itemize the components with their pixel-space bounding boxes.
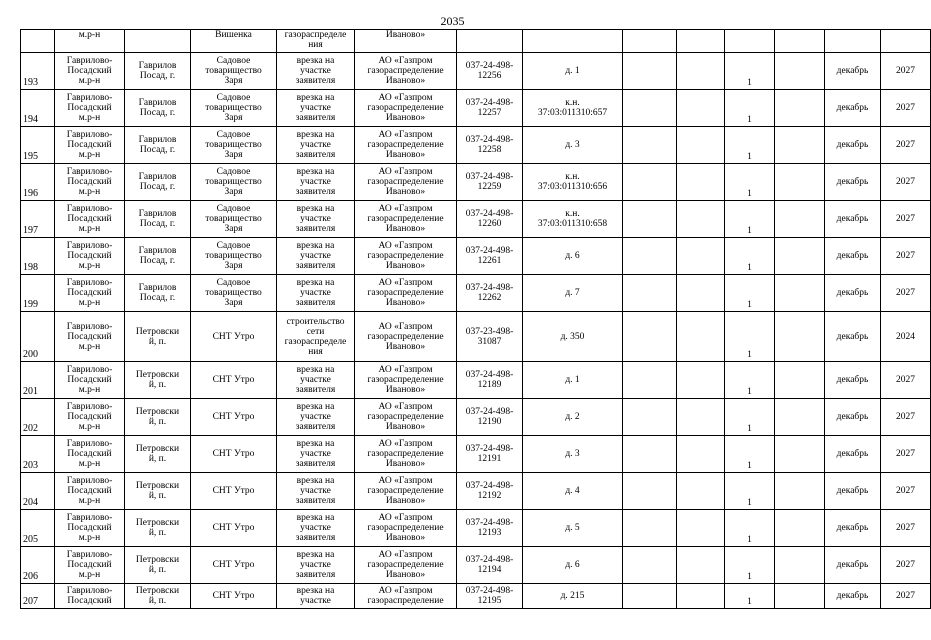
settlement-cell: Петровски й, п.	[125, 362, 191, 399]
object-cell: СНТ Утро	[191, 547, 277, 584]
table-row	[21, 127, 931, 164]
empty-cell	[677, 436, 725, 473]
address-cell: д. 3	[523, 127, 623, 164]
work-type-cell: врезка на участке заявителя	[277, 53, 355, 90]
organization-cell: АО «Газпром газораспределение Иваново»	[355, 201, 457, 238]
district-cell: Гаврилово- Посадский м.р-н	[55, 127, 125, 164]
code-cell: 037-24-498- 12189	[457, 362, 523, 399]
row-number-cell: 196	[21, 164, 55, 201]
empty-cell	[677, 510, 725, 547]
year-cell: 2027	[881, 399, 931, 436]
object-cell: СНТ Утро	[191, 584, 277, 609]
empty-cell	[677, 127, 725, 164]
code-cell: 037-24-498- 12191	[457, 436, 523, 473]
district-cell: Гаврилово- Посадский м.р-н	[55, 510, 125, 547]
empty-cell	[775, 275, 825, 312]
table-row	[21, 362, 931, 399]
empty-cell	[677, 399, 725, 436]
district-cell: м.р-н	[55, 30, 125, 53]
table-row	[21, 53, 931, 90]
row-number-cell: 201	[21, 362, 55, 399]
object-cell: СНТ Утро	[191, 362, 277, 399]
work-type-cell: врезка на участке заявителя	[277, 201, 355, 238]
row-number-cell: 194	[21, 90, 55, 127]
code-cell: 037-24-498- 12193	[457, 510, 523, 547]
organization-cell: АО «Газпром газораспределение Иваново»	[355, 275, 457, 312]
district-cell: Гаврилово- Посадский м.р-н	[55, 164, 125, 201]
object-cell: Садовое товарищество Заря	[191, 164, 277, 201]
empty-cell	[677, 53, 725, 90]
page-number: 2035	[440, 14, 465, 28]
table-row	[21, 275, 931, 312]
empty-cell	[677, 275, 725, 312]
month-cell: декабрь	[825, 53, 881, 90]
code-cell: 037-24-498- 12194	[457, 547, 523, 584]
work-type-cell: врезка на участке заявителя	[277, 127, 355, 164]
settlement-cell: Гаврилов Посад, г.	[125, 127, 191, 164]
gas-connection-table	[20, 29, 931, 609]
organization-cell: АО «Газпром газораспределение Иваново»	[355, 53, 457, 90]
quantity-cell: 1	[725, 53, 775, 90]
organization-cell: АО «Газпром газораспределение Иваново»	[355, 238, 457, 275]
organization-cell: АО «Газпром газораспределение Иваново»	[355, 90, 457, 127]
table-row	[21, 584, 931, 609]
organization-cell: АО «Газпром газораспределение Иваново»	[355, 473, 457, 510]
year-cell: 2027	[881, 510, 931, 547]
row-number-cell: 199	[21, 275, 55, 312]
empty-cell	[623, 436, 677, 473]
empty-cell	[677, 547, 725, 584]
district-cell: Гаврилово- Посадский м.р-н	[55, 53, 125, 90]
empty-cell	[775, 547, 825, 584]
work-type-cell: строительство сети газораспределе ния	[277, 312, 355, 362]
empty-cell	[623, 275, 677, 312]
row-number-cell: 197	[21, 201, 55, 238]
address-cell: д. 1	[523, 53, 623, 90]
organization-cell: АО «Газпром газораспределение Иваново»	[355, 312, 457, 362]
empty-cell	[623, 312, 677, 362]
work-type-cell: врезка на участке	[277, 584, 355, 609]
settlement-cell: Петровски й, п.	[125, 399, 191, 436]
settlement-cell: Гаврилов Посад, г.	[125, 164, 191, 201]
district-cell: Гаврилово- Посадский м.р-н	[55, 238, 125, 275]
quantity-cell: 1	[725, 510, 775, 547]
work-type-cell: врезка на участке заявителя	[277, 164, 355, 201]
table-row-partial	[21, 30, 931, 53]
row-number-cell: 205	[21, 510, 55, 547]
month-cell: декабрь	[825, 362, 881, 399]
empty-cell	[775, 473, 825, 510]
year-cell: 2027	[881, 201, 931, 238]
row-number-cell: 195	[21, 127, 55, 164]
empty-cell	[775, 90, 825, 127]
district-cell: Гаврилово- Посадский м.р-н	[55, 312, 125, 362]
table-row	[21, 164, 931, 201]
empty-cell	[775, 510, 825, 547]
table-row	[21, 238, 931, 275]
district-cell: Гаврилово- Посадский м.р-н	[55, 275, 125, 312]
row-number-cell: 206	[21, 547, 55, 584]
empty-cell	[623, 164, 677, 201]
quantity-cell: 1	[725, 473, 775, 510]
empty-cell	[677, 201, 725, 238]
empty-cell	[623, 30, 677, 53]
object-cell: СНТ Утро	[191, 510, 277, 547]
address-cell: д. 1	[523, 362, 623, 399]
month-cell	[825, 30, 881, 53]
address-cell: д. 2	[523, 399, 623, 436]
address-cell: д. 6	[523, 547, 623, 584]
settlement-cell: Петровски й, п.	[125, 436, 191, 473]
row-number-cell: 200	[21, 312, 55, 362]
empty-cell	[775, 312, 825, 362]
code-cell: 037-24-498- 12190	[457, 399, 523, 436]
code-cell: 037-24-498- 12192	[457, 473, 523, 510]
address-cell: к.н. 37:03:011310:658	[523, 201, 623, 238]
settlement-cell: Петровски й, п.	[125, 312, 191, 362]
organization-cell: АО «Газпром газораспределение Иваново»	[355, 127, 457, 164]
address-cell: д. 5	[523, 510, 623, 547]
row-number-cell: 193	[21, 53, 55, 90]
address-cell: д. 7	[523, 275, 623, 312]
quantity-cell: 1	[725, 201, 775, 238]
district-cell: Гаврилово- Посадский м.р-н	[55, 399, 125, 436]
year-cell: 2027	[881, 547, 931, 584]
empty-cell	[775, 201, 825, 238]
empty-cell	[623, 127, 677, 164]
settlement-cell: Гаврилов Посад, г.	[125, 53, 191, 90]
quantity-cell: 1	[725, 164, 775, 201]
object-cell: Садовое товарищество Заря	[191, 275, 277, 312]
month-cell: декабрь	[825, 164, 881, 201]
settlement-cell: Гаврилов Посад, г.	[125, 90, 191, 127]
year-cell: 2027	[881, 90, 931, 127]
work-type-cell: газораспределе ния	[277, 30, 355, 53]
empty-cell	[775, 238, 825, 275]
month-cell: декабрь	[825, 584, 881, 609]
settlement-cell: Петровски й, п.	[125, 584, 191, 609]
object-cell: Садовое товарищество Заря	[191, 238, 277, 275]
empty-cell	[623, 547, 677, 584]
empty-cell	[775, 164, 825, 201]
table-row	[21, 90, 931, 127]
work-type-cell: врезка на участке заявителя	[277, 238, 355, 275]
district-cell: Гаврилово- Посадский м.р-н	[55, 90, 125, 127]
table-row	[21, 510, 931, 547]
month-cell: декабрь	[825, 510, 881, 547]
year-cell: 2027	[881, 362, 931, 399]
row-number-cell: 204	[21, 473, 55, 510]
district-cell: Гаврилово- Посадский м.р-н	[55, 473, 125, 510]
quantity-cell: 1	[725, 399, 775, 436]
code-cell: 037-24-498- 12259	[457, 164, 523, 201]
work-type-cell: врезка на участке заявителя	[277, 399, 355, 436]
quantity-cell: 1	[725, 238, 775, 275]
object-cell: СНТ Утро	[191, 399, 277, 436]
month-cell: декабрь	[825, 275, 881, 312]
empty-cell	[623, 473, 677, 510]
object-cell: СНТ Утро	[191, 473, 277, 510]
empty-cell	[677, 90, 725, 127]
empty-cell	[623, 399, 677, 436]
empty-cell	[623, 584, 677, 609]
district-cell: Гаврилово- Посадский	[55, 584, 125, 609]
district-cell: Гаврилово- Посадский м.р-н	[55, 436, 125, 473]
empty-cell	[775, 127, 825, 164]
empty-cell	[623, 53, 677, 90]
month-cell: декабрь	[825, 312, 881, 362]
address-cell: к.н. 37:03:011310:656	[523, 164, 623, 201]
month-cell: декабрь	[825, 201, 881, 238]
table-row	[21, 312, 931, 362]
table-row	[21, 399, 931, 436]
empty-cell	[775, 584, 825, 609]
year-cell: 2027	[881, 473, 931, 510]
object-cell: Садовое товарищество Заря	[191, 127, 277, 164]
code-cell: 037-24-498- 12257	[457, 90, 523, 127]
organization-cell: АО «Газпром газораспределение Иваново»	[355, 362, 457, 399]
organization-cell: АО «Газпром газораспределение Иваново»	[355, 399, 457, 436]
work-type-cell: врезка на участке заявителя	[277, 275, 355, 312]
organization-cell: Иваново»	[355, 30, 457, 53]
empty-cell	[775, 436, 825, 473]
empty-cell	[623, 238, 677, 275]
table-row	[21, 201, 931, 238]
work-type-cell: врезка на участке заявителя	[277, 436, 355, 473]
work-type-cell: врезка на участке заявителя	[277, 90, 355, 127]
empty-cell	[677, 473, 725, 510]
object-cell: Вишенка	[191, 30, 277, 53]
month-cell: декабрь	[825, 127, 881, 164]
table-row	[21, 436, 931, 473]
month-cell: декабрь	[825, 547, 881, 584]
year-cell: 2027	[881, 436, 931, 473]
code-cell	[457, 30, 523, 53]
code-cell: 037-24-498- 12262	[457, 275, 523, 312]
quantity-cell: 1	[725, 127, 775, 164]
organization-cell: АО «Газпром газораспределение Иваново»	[355, 547, 457, 584]
address-cell: к.н. 37:03:011310:657	[523, 90, 623, 127]
quantity-cell: 1	[725, 547, 775, 584]
row-number-cell: 198	[21, 238, 55, 275]
year-cell: 2027	[881, 164, 931, 201]
row-number-cell	[21, 30, 55, 53]
month-cell: декабрь	[825, 473, 881, 510]
organization-cell: АО «Газпром газораспределение Иваново»	[355, 164, 457, 201]
empty-cell	[775, 399, 825, 436]
code-cell: 037-24-498- 12258	[457, 127, 523, 164]
district-cell: Гаврилово- Посадский м.р-н	[55, 201, 125, 238]
table-row	[21, 547, 931, 584]
empty-cell	[775, 30, 825, 53]
year-cell: 2027	[881, 238, 931, 275]
organization-cell: АО «Газпром газораспределение Иваново»	[355, 436, 457, 473]
quantity-cell: 1	[725, 436, 775, 473]
quantity-cell: 1	[725, 275, 775, 312]
object-cell: Садовое товарищество Заря	[191, 53, 277, 90]
district-cell: Гаврилово- Посадский м.р-н	[55, 547, 125, 584]
empty-cell	[623, 201, 677, 238]
month-cell: декабрь	[825, 436, 881, 473]
empty-cell	[677, 238, 725, 275]
empty-cell	[775, 53, 825, 90]
table-row	[21, 473, 931, 510]
row-number-cell: 203	[21, 436, 55, 473]
address-cell	[523, 30, 623, 53]
code-cell: 037-24-498- 12195	[457, 584, 523, 609]
month-cell: декабрь	[825, 238, 881, 275]
work-type-cell: врезка на участке заявителя	[277, 510, 355, 547]
settlement-cell: Гаврилов Посад, г.	[125, 275, 191, 312]
address-cell: д. 215	[523, 584, 623, 609]
organization-cell: АО «Газпром газораспределение	[355, 584, 457, 609]
year-cell: 2024	[881, 312, 931, 362]
year-cell	[881, 30, 931, 53]
empty-cell	[677, 30, 725, 53]
quantity-cell: 1	[725, 362, 775, 399]
empty-cell	[677, 164, 725, 201]
quantity-cell: 1	[725, 90, 775, 127]
empty-cell	[623, 362, 677, 399]
settlement-cell: Петровски й, п.	[125, 473, 191, 510]
year-cell: 2027	[881, 53, 931, 90]
work-type-cell: врезка на участке заявителя	[277, 473, 355, 510]
row-number-cell: 202	[21, 399, 55, 436]
settlement-cell: Гаврилов Посад, г.	[125, 201, 191, 238]
work-type-cell: врезка на участке заявителя	[277, 362, 355, 399]
code-cell: 037-24-498- 12256	[457, 53, 523, 90]
year-cell: 2027	[881, 275, 931, 312]
object-cell: Садовое товарищество Заря	[191, 201, 277, 238]
settlement-cell: Петровски й, п.	[125, 510, 191, 547]
address-cell: д. 4	[523, 473, 623, 510]
year-cell: 2027	[881, 584, 931, 609]
address-cell: д. 350	[523, 312, 623, 362]
month-cell: декабрь	[825, 90, 881, 127]
object-cell: СНТ Утро	[191, 436, 277, 473]
settlement-cell: Петровски й, п.	[125, 547, 191, 584]
quantity-cell: 1	[725, 584, 775, 609]
settlement-cell: Гаврилов Посад, г.	[125, 238, 191, 275]
empty-cell	[677, 312, 725, 362]
empty-cell	[677, 584, 725, 609]
code-cell: 037-24-498- 12260	[457, 201, 523, 238]
address-cell: д. 6	[523, 238, 623, 275]
address-cell: д. 3	[523, 436, 623, 473]
code-cell: 037-23-498- 31087	[457, 312, 523, 362]
quantity-cell: 1	[725, 312, 775, 362]
month-cell: декабрь	[825, 399, 881, 436]
empty-cell	[623, 90, 677, 127]
work-type-cell: врезка на участке заявителя	[277, 547, 355, 584]
organization-cell: АО «Газпром газораспределение Иваново»	[355, 510, 457, 547]
row-number-cell: 207	[21, 584, 55, 609]
empty-cell	[775, 362, 825, 399]
empty-cell	[725, 30, 775, 53]
year-cell: 2027	[881, 127, 931, 164]
object-cell: СНТ Утро	[191, 312, 277, 362]
empty-cell	[623, 510, 677, 547]
settlement-cell	[125, 30, 191, 53]
empty-cell	[677, 362, 725, 399]
district-cell: Гаврилово- Посадский м.р-н	[55, 362, 125, 399]
code-cell: 037-24-498- 12261	[457, 238, 523, 275]
object-cell: Садовое товарищество Заря	[191, 90, 277, 127]
